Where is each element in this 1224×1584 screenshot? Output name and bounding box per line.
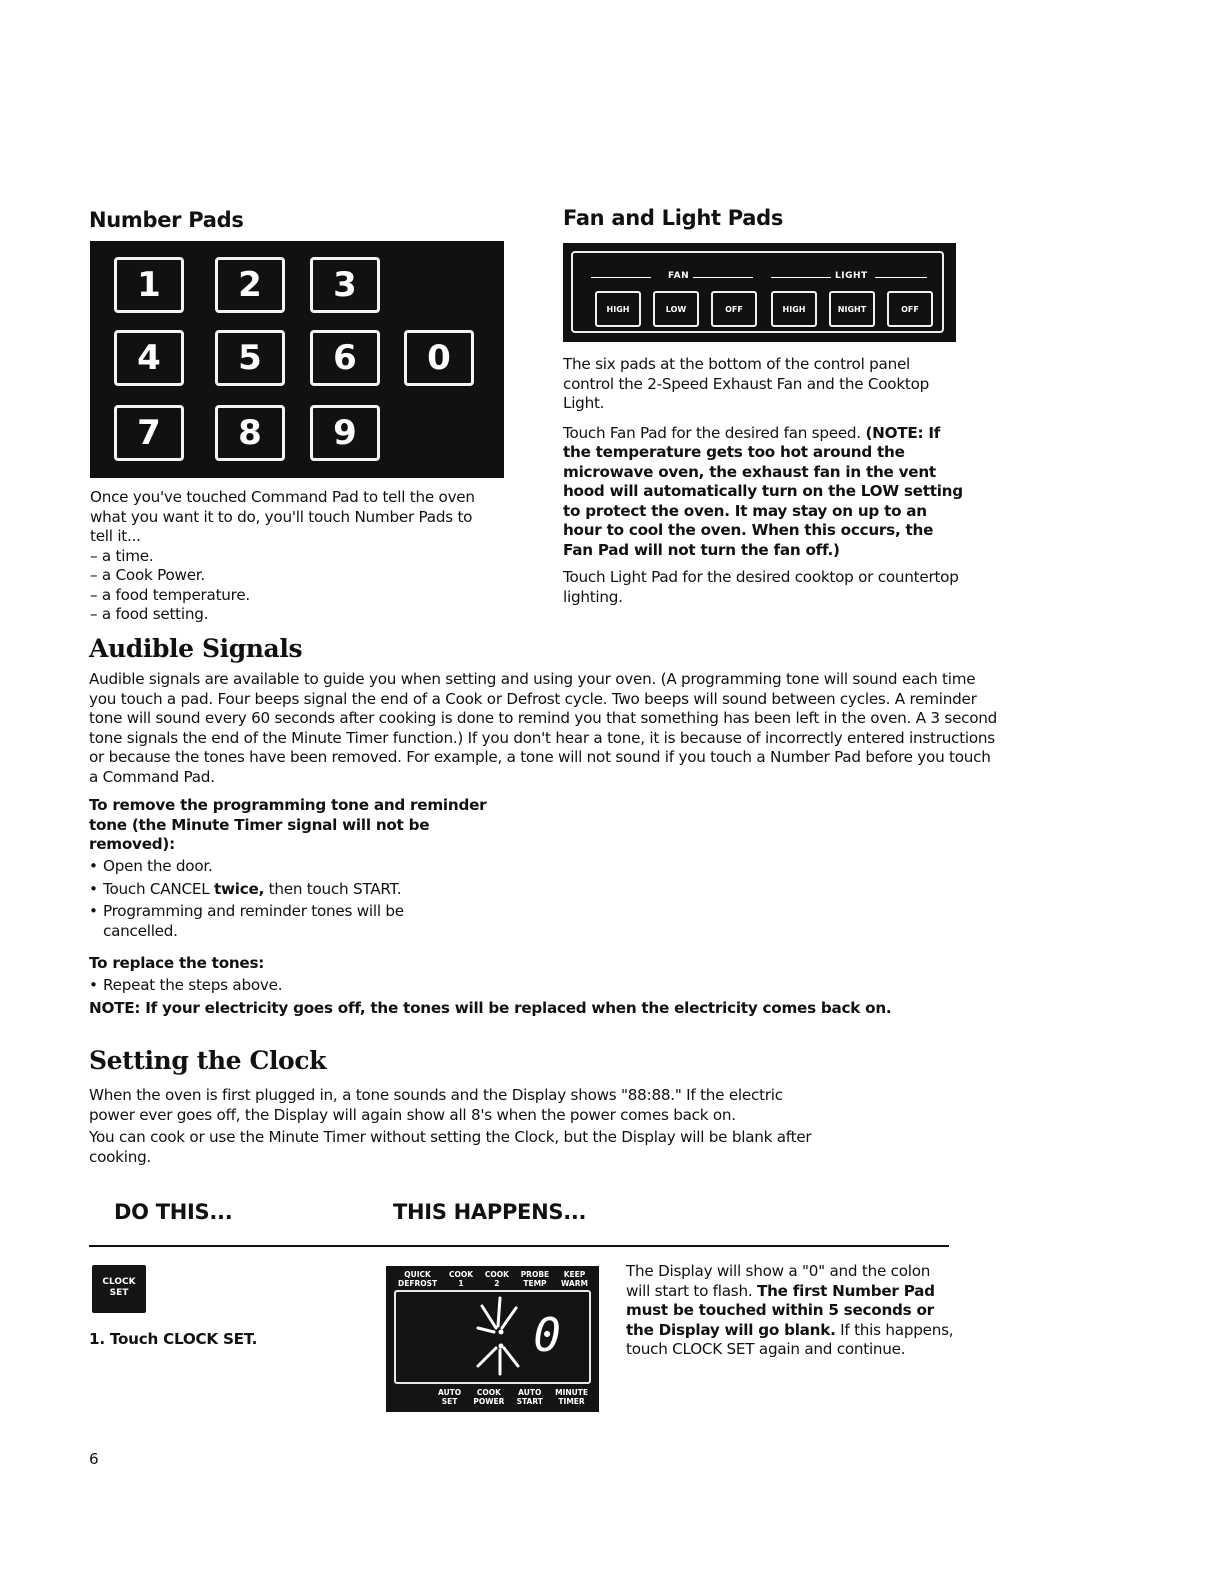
fan-group-line	[591, 277, 651, 278]
display-screen	[394, 1290, 591, 1384]
oven-display	[386, 1266, 599, 1412]
number-pads-heading: Number Pads	[89, 208, 244, 232]
fan-light-heading: Fan and Light Pads	[563, 206, 784, 230]
number-key-6[interactable]: 6	[310, 330, 380, 386]
display-label: COOK 2	[484, 1270, 509, 1288]
display-label: PROBE TEMP	[520, 1270, 550, 1288]
display-bottom-labels	[438, 1388, 588, 1406]
flash-rays-icon	[394, 1290, 591, 1384]
light-night-pad[interactable]: NIGHT	[829, 291, 875, 327]
replace-tone-steps	[89, 976, 282, 996]
light-group-line	[771, 277, 831, 278]
this-happens-header: THIS HAPPENS...	[393, 1200, 587, 1224]
step2-text-a: Touch CANCEL	[103, 879, 215, 898]
number-key-2[interactable]: 2	[215, 257, 285, 313]
remove-tone-step: • Open the door.	[89, 857, 469, 877]
light-group-label: LIGHT	[835, 271, 868, 281]
audible-signals-para: Audible signals are available to guide you when setting and using your oven. (A programming tone will sound each time you touch a pad. Four beeps signal the end of a Cook or Defrost cycle. Two beeps will sound between cycles. A reminder tone will sound every 60 seconds after cooking is done to remind you that something has been left in the oven. A 3 second tone signals the end of the Minute Timer function.) If you don't hear a tone, it is because of incorrectly entered instructions or because the tones have been removed. For example, a tone will not sound if you touch a Number Pad before you touch a Command Pad.	[89, 670, 998, 786]
fan-group-label: FAN	[668, 271, 690, 281]
display-digit: 0	[533, 1308, 561, 1362]
clock-set-label: SET	[109, 1288, 129, 1298]
step2-text-c: then touch START.	[264, 879, 402, 898]
display-label: QUICK DEFROST	[398, 1270, 438, 1288]
number-key-9[interactable]: 9	[310, 405, 380, 461]
setting-clock-para2: You can cook or use the Minute Timer without setting the Clock, but the Display will be blank after cooking.	[89, 1128, 812, 1166]
step-number: 1.	[89, 1330, 105, 1348]
number-pads-intro: Once you've touched Command Pad to tell the oven what you want it to do, you'll touch Number Pads to tell it...	[90, 488, 475, 545]
column-divider	[89, 1245, 949, 1247]
fan-low-pad[interactable]: LOW	[653, 291, 699, 327]
page-number: 6	[89, 1450, 99, 1468]
remove-tone-step: • Programming and reminder tones will be cancelled.	[89, 902, 469, 941]
fan-light-frame	[571, 251, 944, 333]
remove-tone-heading: To remove the programming tone and reminder tone (the Minute Timer signal will not be removed):	[89, 796, 487, 853]
replace-tone-step: • Repeat the steps above.	[89, 976, 282, 996]
setting-clock-heading: Setting the Clock	[89, 1046, 327, 1075]
fan-light-para2-plain: Touch Fan Pad for the desired fan speed.	[563, 423, 861, 442]
number-key-7[interactable]: 7	[114, 405, 184, 461]
setting-clock-para1: When the oven is first plugged in, a tone sounds and the Display shows "88:88." If the electric power ever goes off, the Display will again show all 8's when the power comes back on.	[89, 1086, 783, 1124]
step-1-instruction	[89, 1330, 257, 1350]
number-key-3[interactable]: 3	[310, 257, 380, 313]
number-pad-panel	[90, 241, 504, 478]
fan-light-text	[563, 355, 963, 607]
number-pads-text	[90, 488, 490, 625]
audible-signals-heading: Audible Signals	[89, 634, 303, 663]
step-text: Touch CLOCK SET.	[109, 1330, 258, 1348]
display-label: COOK POWER	[473, 1388, 505, 1406]
number-pads-item: – a Cook Power.	[90, 566, 205, 584]
fan-light-panel	[563, 243, 956, 342]
remove-tone-step	[89, 880, 469, 900]
replace-tone-heading: To replace the tones:	[89, 954, 265, 972]
fan-light-para1: The six pads at the bottom of the control panel control the 2-Speed Exhaust Fan and the Cooktop Light.	[563, 355, 930, 412]
clock-set-label: CLOCK	[102, 1277, 136, 1287]
result-bold: The first Number Pad must be touched within 5 seconds or the Display will go blank.	[626, 1281, 935, 1339]
number-key-8[interactable]: 8	[215, 405, 285, 461]
fan-high-pad[interactable]: HIGH	[595, 291, 641, 327]
light-high-pad[interactable]: HIGH	[771, 291, 817, 327]
number-key-5[interactable]: 5	[215, 330, 285, 386]
do-this-header: DO THIS...	[114, 1200, 233, 1224]
display-label: MINUTE TIMER	[555, 1388, 588, 1406]
fan-light-note: (NOTE: If the temperature gets too hot around the microwave oven, the exhaust fan in the vent hood will automatically turn on the LOW setting to protect the oven. It may stay on up to an hour to cool the oven. When this occurs, the Fan Pad will not turn the fan off.)	[563, 423, 963, 559]
display-top-labels	[398, 1270, 588, 1288]
display-label: AUTO START	[516, 1388, 543, 1406]
display-label: KEEP WARM	[560, 1270, 588, 1288]
fan-light-para2	[563, 424, 963, 561]
light-off-pad[interactable]: OFF	[887, 291, 933, 327]
number-key-1[interactable]: 1	[114, 257, 184, 313]
electricity-note: NOTE: If your electricity goes off, the tones will be replaced when the electricity comes back on.	[89, 999, 892, 1017]
fan-light-para3: Touch Light Pad for the desired cooktop or countertop lighting.	[563, 568, 959, 606]
remove-tone-steps	[89, 857, 469, 941]
display-label: AUTO SET	[438, 1388, 462, 1406]
clock-set-button[interactable]	[92, 1265, 146, 1313]
number-key-0[interactable]: 0	[404, 330, 474, 386]
number-key-4[interactable]: 4	[114, 330, 184, 386]
result-plain-2: If this happens, touch CLOCK SET again and continue.	[626, 1320, 954, 1358]
number-pads-item: – a food temperature.	[90, 585, 250, 604]
fan-group-line	[693, 277, 753, 278]
result-plain-1: The Display will show a "0" and the colon will start to flash.	[626, 1262, 931, 1300]
display-label: COOK 1	[448, 1270, 474, 1288]
step2-text-bold: twice,	[214, 879, 265, 898]
number-pads-item: – a food setting.	[90, 605, 209, 623]
light-group-line	[875, 277, 927, 278]
clock-result-text	[626, 1262, 956, 1360]
setting-clock-text	[89, 1086, 819, 1167]
fan-off-pad[interactable]: OFF	[711, 291, 757, 327]
number-pads-item: – a time.	[90, 546, 154, 565]
